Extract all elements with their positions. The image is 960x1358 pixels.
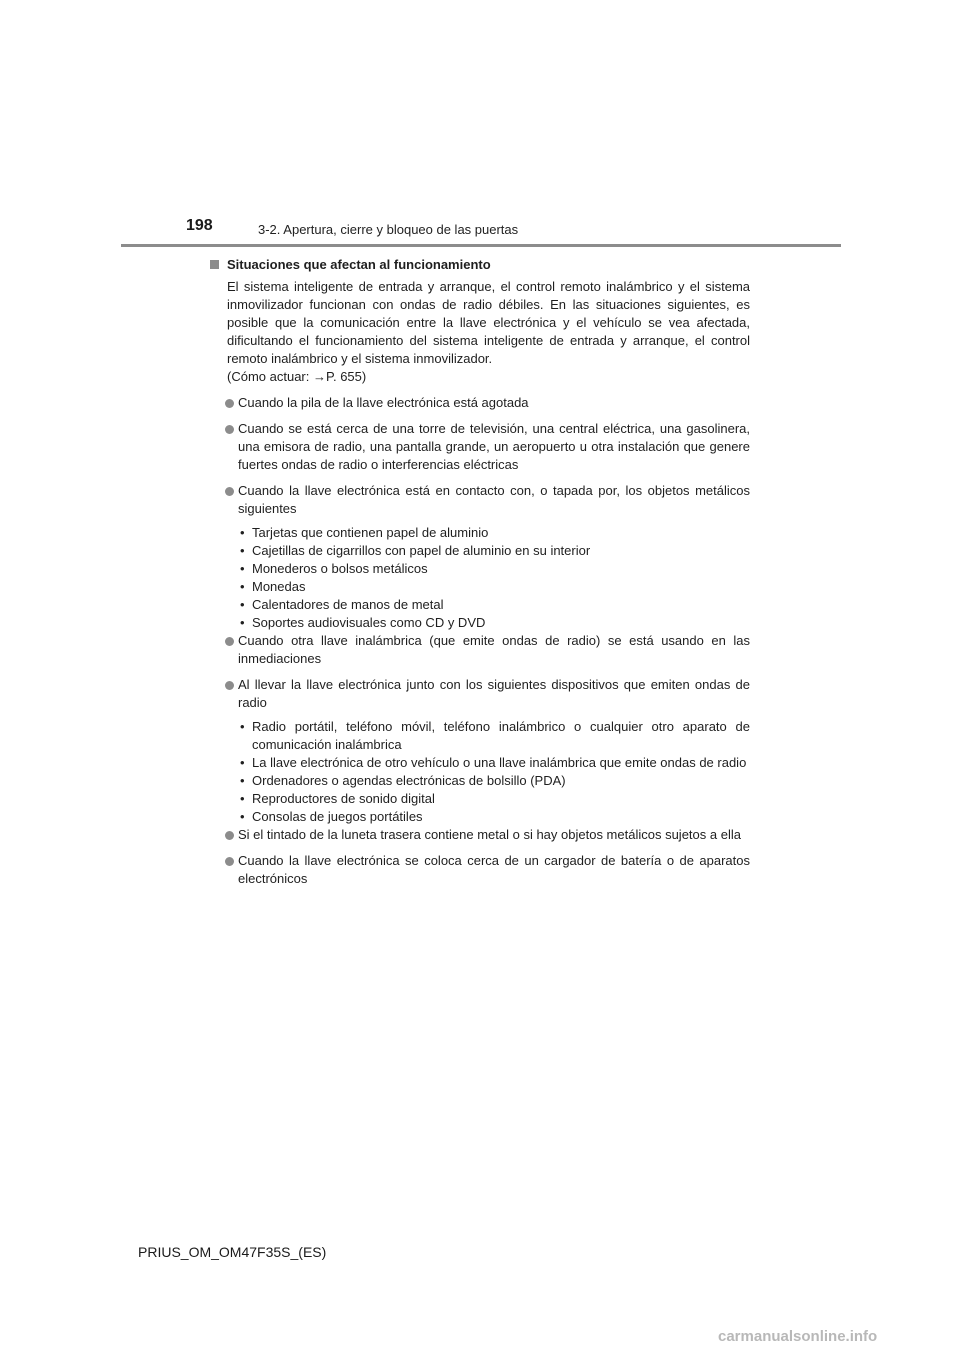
dot-bullet-icon: • [240,719,245,734]
square-bullet-icon [210,260,219,269]
circle-bullet-icon [225,831,234,840]
dot-bullet-icon: • [240,809,245,824]
radio-device-text: Radio portátil, teléfono móvil, teléfono inalámbrico o cualquier otro aparato de comunicación inalámbrica [252,719,750,752]
circle-bullet-icon [225,857,234,866]
circle-bullet-icon [225,487,234,496]
circle-bullet-icon [225,399,234,408]
metal-object-text: Monedas [252,579,306,594]
radio-device-item [240,718,750,754]
list-item-text: Cuando otra llave inalámbrica (que emite ondas de radio) se está usando en las inmediaciones [238,633,750,666]
list-item-text: Cuando la pila de la llave electrónica está agotada [238,395,529,410]
list-item-text: Cuando se está cerca de una torre de televisión, una central eléctrica, una gasolinera, una emisora de radio, una pantalla grande, un aeropuerto u otra instalación que genere fuertes ondas de radio o interferencias eléctricas [238,421,750,472]
radio-device-item [240,772,750,790]
subhead [210,256,750,274]
dot-bullet-icon: • [240,773,245,788]
radio-device-item [240,808,750,826]
metal-object-item [240,542,750,560]
list-item [210,676,750,712]
list-item [210,420,750,474]
list-item-text: Cuando la llave electrónica está en contacto con, o tapada por, los objetos metálicos siguientes [238,483,750,516]
list-item [210,482,750,518]
metal-object-item [240,614,750,632]
intro-text: El sistema inteligente de entrada y arranque, el control remoto inalámbrico y el sistema inmovilizador funcionan con ondas de radio débiles. En las situaciones siguientes, es posible que la comunicación entre la llave electrónica y el vehículo se vea afectada, dificultando el funcionamiento del sistema inteligente de entrada y arranque, el control remoto inalámbrico y el sistema inmovilizador. [227,279,750,366]
metal-object-item [240,560,750,578]
dot-bullet-icon: • [240,579,245,594]
metal-object-text: Monederos o bolsos metálicos [252,561,428,576]
dot-bullet-icon: • [240,791,245,806]
metal-objects-list [210,524,750,632]
list-item-text: Si el tintado de la luneta trasera contiene metal o si hay objetos metálicos sujetos a ella [238,827,741,842]
circle-bullet-icon [225,637,234,646]
radio-devices-list [210,718,750,826]
metal-object-text: Calentadores de manos de metal [252,597,444,612]
radio-device-text: Ordenadores o agendas electrónicas de bolsillo (PDA) [252,773,566,788]
dot-bullet-icon: • [240,615,245,630]
intro-paragraph [210,278,750,386]
dot-bullet-icon: • [240,543,245,558]
radio-device-item [240,790,750,808]
list-item [210,852,750,888]
header-rule [121,244,841,247]
list-item [210,394,750,412]
radio-device-text: Consolas de juegos portátiles [252,809,423,824]
subhead-text: Situaciones que afectan al funcionamiento [227,257,491,272]
dot-bullet-icon: • [240,525,245,540]
metal-object-text: Cajetillas de cigarrillos con papel de aluminio en su interior [252,543,591,558]
metal-object-item [240,524,750,542]
page-number: 198 [186,217,213,234]
content [210,256,750,896]
metal-object-item [240,578,750,596]
watermark: carmanualsonline.info [718,1328,878,1345]
metal-object-text: Soportes audiovisuales como CD y DVD [252,615,486,630]
dot-bullet-icon: • [240,561,245,576]
intro-reference: (Cómo actuar: →P. 655) [227,369,367,384]
list-item [210,632,750,668]
metal-object-item [240,596,750,614]
footer-doc-code: PRIUS_OM_OM47F35S_(ES) [138,1244,327,1260]
section-title: 3-2. Apertura, cierre y bloqueo de las puertas [258,222,519,237]
dot-bullet-icon: • [240,755,245,770]
dot-bullet-icon: • [240,597,245,612]
metal-object-text: Tarjetas que contienen papel de aluminio [252,525,489,540]
radio-device-text: La llave electrónica de otro vehículo o una llave inalámbrica que emite ondas de radio [252,755,747,770]
circle-bullet-icon [225,425,234,434]
list-item-text: Cuando la llave electrónica se coloca cerca de un cargador de batería o de aparatos electrónicos [238,853,750,886]
list-item-text: Al llevar la llave electrónica junto con los siguientes dispositivos que emiten ondas de radio [238,677,750,710]
radio-device-text: Reproductores de sonido digital [252,791,435,806]
circle-bullet-icon [225,681,234,690]
radio-device-item [240,754,750,772]
list-item [210,826,750,844]
